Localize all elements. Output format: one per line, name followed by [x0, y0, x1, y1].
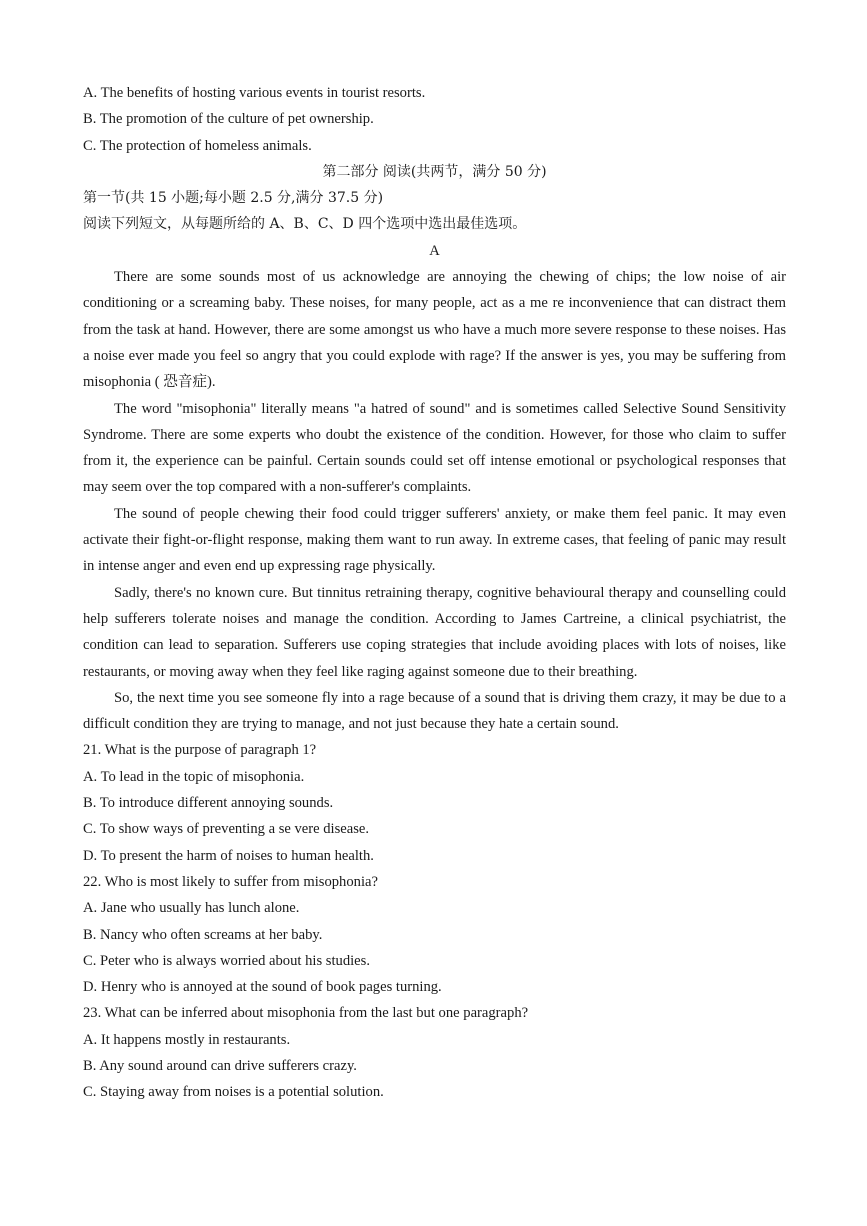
question-23-option-b: B. Any sound around can drive sufferers crazy. — [83, 1057, 357, 1074]
passage-label: A — [429, 242, 440, 259]
question-21-option-a: A. To lead in the topic of misophonia. — [83, 768, 305, 785]
question-22-option-b: B. Nancy who often screams at her baby. — [83, 926, 323, 943]
question-23-option-a: A. It happens mostly in restaurants. — [83, 1031, 291, 1048]
option-c: C. The protection of homeless animals. — [83, 137, 312, 154]
passage-paragraph-1: There are some sounds most of us acknowledge are annoying the chewing of chips; the low noise of air conditioning or a screaming baby. These noises, for many people, act as a me re inconvenience that can distract them from the task at hand. However, there are some amongst us who have a much more severe response to these noises. Has a noise ever made you feel so angry that you could explode with rage? If the answer is yes, you may be suffering from misophonia ( 恐音症). — [83, 269, 786, 391]
exam-page — [83, 80, 786, 1106]
question-21-option-b: B. To introduce different annoying sounds. — [83, 795, 334, 812]
question-21-option-d: D. To present the harm of noises to human health. — [83, 847, 374, 864]
question-23-stem: 23. What can be inferred about misophonia from the last but one paragraph? — [83, 1005, 529, 1022]
question-22-stem: 22. Who is most likely to suffer from misophonia? — [83, 873, 378, 890]
section-title: 第一节(共 15 小题;每小题 2.5 分,满分 37.5 分) — [83, 190, 384, 207]
question-22-option-a: A. Jane who usually has lunch alone. — [83, 900, 300, 917]
instructions: 阅读下列短文，从每题所给的 A、B、C、D 四个选项中选出最佳选项。 — [83, 216, 527, 233]
option-a: A. The benefits of hosting various events in tourist resorts. — [83, 85, 426, 101]
question-22-option-c: C. Peter who is always worried about his studies. — [83, 952, 370, 969]
passage-paragraph-4: Sadly, there's no known cure. But tinnitus retraining therapy, cognitive behavioural therapy and counselling could help sufferers tolerate noises and manage the condition. According to James Cartreine, a clinical psychiatrist, the condition can lead to separation. Sufferers use coping strategies that include avoiding places with lots of noises, like restaurants, or moving away when they feel like raging against someone due to their breathing. — [83, 584, 786, 680]
question-21-option-c: C. To show ways of preventing a se vere disease. — [83, 821, 370, 838]
passage-paragraph-5: So, the next time you see someone fly into a rage because of a sound that is driving them crazy, it may be due to a difficult condition they are trying to manage, and not just because they hate a certain sound. — [83, 689, 786, 733]
part-title: 第二部分 阅读(共两节，满分 50 分) — [322, 163, 547, 180]
question-21-stem: 21. What is the purpose of paragraph 1? — [83, 742, 317, 759]
option-b: B. The promotion of the culture of pet ownership. — [83, 111, 374, 128]
question-23-option-c: C. Staying away from noises is a potential solution. — [83, 1084, 384, 1101]
passage-paragraph-2: The word "misophonia" literally means "a hatred of sound" and is sometimes called Selective Sound Sensitivity Syndrome. There are some experts who doubt the existence of the condition. However, for those who claim to suffer from it, the experience can be painful. Certain sounds could set off intense emotional or psychological responses that may seem over the top compared with a non-sufferer's complaints. — [83, 400, 786, 496]
passage-paragraph-3: The sound of people chewing their food could trigger sufferers' anxiety, or make them feel panic. It may even activate their fight-or-flight response, making them want to run away. In extreme cases, that feeling of panic may result in intense anger and even end up expressing rage physically. — [83, 505, 786, 575]
question-22-option-d: D. Henry who is annoyed at the sound of book pages turning. — [83, 979, 442, 996]
